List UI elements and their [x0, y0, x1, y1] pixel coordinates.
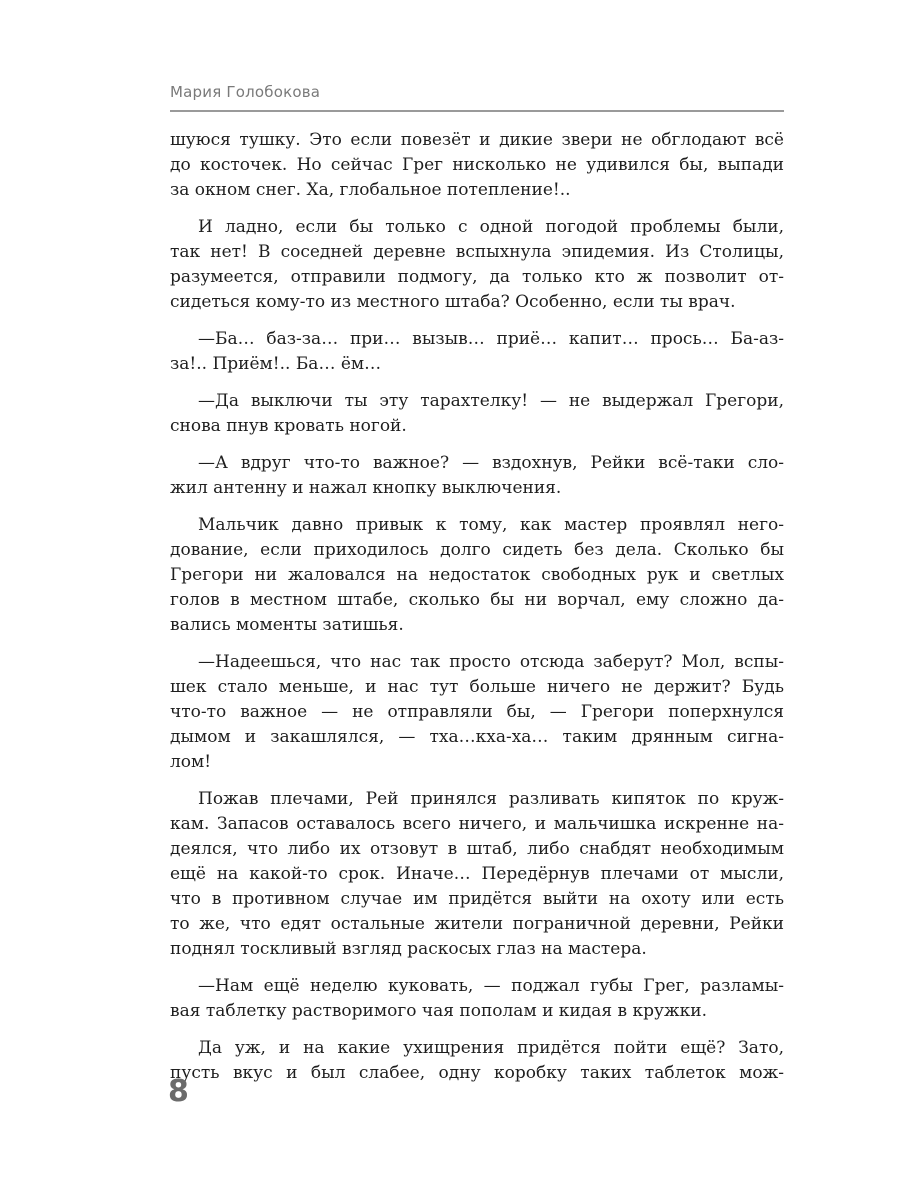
text-line: что в противном случае им придётся выйти на охоту или есть — [170, 889, 784, 909]
paragraph — [170, 1036, 784, 1086]
text-line: шек стало меньше, и нас тут больше ничего не держит? Будь — [170, 677, 784, 697]
paragraph — [170, 128, 784, 203]
text-line: —А вдруг что-то важное? — вздохнув, Рейки всё-таки сло- — [198, 453, 784, 473]
paragraph — [170, 327, 784, 377]
text-line: за окном снег. Ха, глобальное потепление!.. — [170, 180, 571, 200]
text-line: —Ба… баз-за… при… вызыв… приё… капит… прось… Ба-аз- — [198, 329, 784, 349]
text-line: Да уж, и на какие ухищрения придётся пойти ещё? Зато, — [198, 1038, 784, 1058]
text-line: дование, если приходилось долго сидеть без дела. Сколько бы — [170, 540, 784, 560]
running-header — [170, 80, 784, 112]
text-line: вая таблетку растворимого чая пополам и кидая в кружки. — [170, 1001, 707, 1021]
text-line: так нет! В соседней деревне вспыхнула эпидемия. Из Столицы, — [170, 242, 784, 262]
text-line: ещё на какой-то срок. Иначе… Передёрнув плечами от мысли, — [170, 864, 784, 884]
text-line: жил антенну и нажал кнопку выключения. — [170, 478, 562, 498]
text-line: кам. Запасов оставалось всего ничего, и мальчишка искренне на- — [170, 814, 784, 834]
text-line: лом! — [170, 752, 212, 772]
text-line: Мальчик давно привык к тому, как мастер проявлял него- — [198, 515, 784, 535]
page-number: 8 — [168, 1074, 189, 1109]
text-line: —Надеешься, что нас так просто отсюда заберут? Мол, вспы- — [198, 652, 784, 672]
text-line: снова пнув кровать ногой. — [170, 416, 407, 436]
text-line: что-то важное — не отправляли бы, — Грегори поперхнулся — [170, 702, 784, 722]
text-line: Пожав плечами, Рей принялся разливать кипяток по круж- — [198, 789, 784, 809]
text-line: разумеется, отправили подмогу, да только кто ж позволит от- — [170, 267, 784, 287]
text-line: до косточек. Но сейчас Грег нисколько не удивился бы, выпади — [170, 155, 784, 175]
text-line: поднял тоскливый взгляд раскосых глаз на мастера. — [170, 939, 647, 959]
text-line: —Да выключи ты эту тарахтелку! — не выдержал Грегори, — [198, 391, 784, 411]
text-line: за!.. Приём!.. Ба… ём… — [170, 354, 382, 374]
paragraph — [170, 787, 784, 962]
paragraph — [170, 389, 784, 439]
paragraph — [170, 451, 784, 501]
text-line: то же, что едят остальные жители пограничной деревни, Рейки — [170, 914, 784, 934]
text-line: сидеться кому-то из местного штаба? Особенно, если ты врач. — [170, 292, 736, 312]
text-line: голов в местном штабе, сколько бы ни ворчал, ему сложно да- — [170, 590, 784, 610]
text-line: шуюся тушку. Это если повезёт и дикие звери не обглодают всё — [170, 130, 784, 150]
page-body — [170, 128, 784, 1098]
running-header-author: Мария Голобокова — [170, 83, 321, 101]
paragraph — [170, 650, 784, 775]
text-line: деялся, что либо их отзовут в штаб, либо снабдят необходимым — [170, 839, 784, 859]
text-line: пусть вкус и был слабее, одну коробку таких таблеток мож- — [170, 1063, 784, 1083]
paragraph — [170, 215, 784, 315]
text-line: вались моменты затишья. — [170, 615, 404, 635]
header-rule — [170, 110, 784, 112]
paragraph — [170, 974, 784, 1024]
paragraph — [170, 513, 784, 638]
text-line: дымом и закашлялся, — тха…кха-ха… таким дрянным сигна- — [170, 727, 784, 747]
text-line: Грегори ни жаловался на недостаток свободных рук и светлых — [170, 565, 784, 585]
text-line: —Нам ещё неделю куковать, — поджал губы Грег, разламы- — [198, 976, 784, 996]
text-line: И ладно, если бы только с одной погодой проблемы были, — [198, 217, 784, 237]
